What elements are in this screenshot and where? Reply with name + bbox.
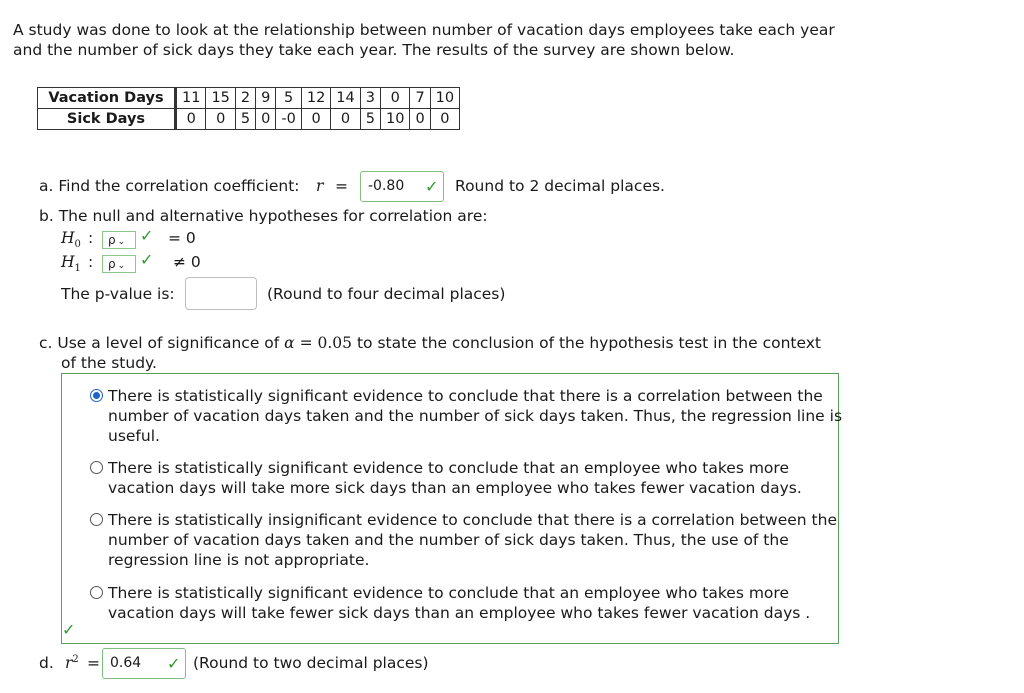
- option-text: There is statistically significant evidence to conclude that there is a correlation between the: [108, 387, 823, 405]
- correlation-value: -0.80: [368, 178, 405, 194]
- part-a-prompt: a. Find the correlation coefficient:: [39, 177, 300, 195]
- h1-relation: ≠ 0: [173, 253, 201, 271]
- h0-parameter-select[interactable]: ρ ⌄: [102, 231, 136, 249]
- option-text: There is statistically significant evidence to conclude that an employee who takes more: [108, 459, 789, 477]
- correlation-input[interactable]: [360, 171, 444, 202]
- table-row-sick: [38, 109, 460, 130]
- table-cell: 0: [410, 109, 430, 130]
- equals-sign: =: [335, 177, 348, 195]
- table-row-vacation: [38, 88, 460, 109]
- alpha-value: = 0.05: [299, 334, 353, 352]
- table-cell: 2: [235, 88, 255, 109]
- alpha-symbol: α: [284, 334, 295, 352]
- pvalue-label: The p-value is:: [61, 285, 175, 303]
- radio-unselected[interactable]: [90, 586, 103, 599]
- table-cell: 0: [256, 109, 276, 130]
- h1-label: $H_1$: [61, 253, 81, 275]
- option-text: useful.: [108, 427, 160, 445]
- part-c-prefix: c. Use a level of significance of: [39, 334, 280, 352]
- chevron-down-icon: ⌄: [117, 261, 126, 271]
- r-symbol: r: [316, 177, 324, 195]
- option-text: vacation days will take fewer sick days than an employee who takes fewer vacation days .: [108, 604, 811, 622]
- pvalue-hint: (Round to four decimal places): [267, 285, 506, 303]
- table-cell: 0: [331, 109, 360, 130]
- table-cell: 0: [176, 109, 206, 130]
- check-icon: ✓: [167, 654, 181, 673]
- option-2[interactable]: [108, 458, 843, 498]
- intro-line-1: A study was done to look at the relationship between number of vacation days employees take each year: [13, 21, 835, 39]
- table-cell: 0: [301, 109, 330, 130]
- intro-line-2: and the number of sick days they take each year. The results of the survey are shown below.: [13, 41, 735, 59]
- table-cell: 15: [206, 88, 235, 109]
- pvalue-input[interactable]: [185, 277, 257, 310]
- conclusion-options: [61, 373, 843, 644]
- radio-selected[interactable]: [90, 389, 103, 402]
- table-cell: -0: [276, 109, 301, 130]
- part-c-prompt-continued: of the study.: [61, 354, 157, 372]
- table-cell: 0: [380, 88, 409, 109]
- check-icon: ✓: [425, 177, 439, 196]
- table-cell: 12: [301, 88, 330, 109]
- radio-unselected[interactable]: [90, 461, 103, 474]
- radio-unselected[interactable]: [90, 513, 103, 526]
- option-text: There is statistically significant evidence to conclude that an employee who takes more: [108, 584, 789, 602]
- r-squared-hint: (Round to two decimal places): [193, 654, 429, 672]
- table-cell: 3: [360, 88, 380, 109]
- r-squared-value: 0.64: [110, 655, 142, 671]
- option-text: number of vacation days taken and the number of sick days taken. Thus, the use of the: [108, 531, 789, 549]
- option-text: There is statistically insignificant evidence to conclude that there is a correlation between the: [108, 511, 837, 529]
- h0-label: $H_0$: [61, 229, 81, 251]
- table-cell: 5: [276, 88, 301, 109]
- h0-colon: :: [88, 229, 94, 247]
- table-cell: 0: [206, 109, 235, 130]
- part-c-prompt: [39, 334, 821, 352]
- table-cell: 10: [380, 109, 409, 130]
- option-4[interactable]: [108, 583, 843, 623]
- data-table: [37, 87, 460, 130]
- equals-sign: =: [87, 654, 100, 672]
- row-header: Vacation Days: [38, 88, 176, 109]
- r-squared-input[interactable]: [102, 648, 186, 679]
- row-header: Sick Days: [38, 109, 176, 130]
- part-c-suffix: to state the conclusion of the hypothesis test in the context: [356, 334, 821, 352]
- chevron-down-icon: ⌄: [117, 237, 126, 247]
- table-cell: 5: [235, 109, 255, 130]
- option-text: number of vacation days taken and the number of sick days taken. Thus, the regression line is: [108, 407, 843, 425]
- part-d-label: d.: [39, 654, 54, 672]
- option-3[interactable]: [108, 510, 843, 570]
- table-cell: 14: [331, 88, 360, 109]
- check-icon: ✓: [62, 620, 76, 639]
- check-icon: ✓: [140, 226, 154, 245]
- h1-colon: :: [88, 253, 94, 271]
- part-b-prompt: b. The null and alternative hypotheses for correlation are:: [39, 207, 488, 225]
- table-cell: 11: [176, 88, 206, 109]
- r-squared-symbol: $r^2$: [65, 654, 79, 673]
- problem-intro: [13, 20, 1003, 60]
- option-text: vacation days will take more sick days than an employee who takes fewer vacation days.: [108, 479, 802, 497]
- table-cell: 5: [360, 109, 380, 130]
- table-cell: 7: [410, 88, 430, 109]
- part-a-hint: Round to 2 decimal places.: [455, 177, 665, 195]
- option-text: regression line is not appropriate.: [108, 551, 370, 569]
- table-cell: 9: [256, 88, 276, 109]
- h0-relation: = 0: [168, 229, 196, 247]
- table-cell: 10: [430, 88, 459, 109]
- h1-parameter-select[interactable]: ρ ⌄: [102, 255, 136, 273]
- check-icon: ✓: [140, 250, 154, 269]
- table-cell: 0: [430, 109, 459, 130]
- option-1[interactable]: [108, 386, 843, 446]
